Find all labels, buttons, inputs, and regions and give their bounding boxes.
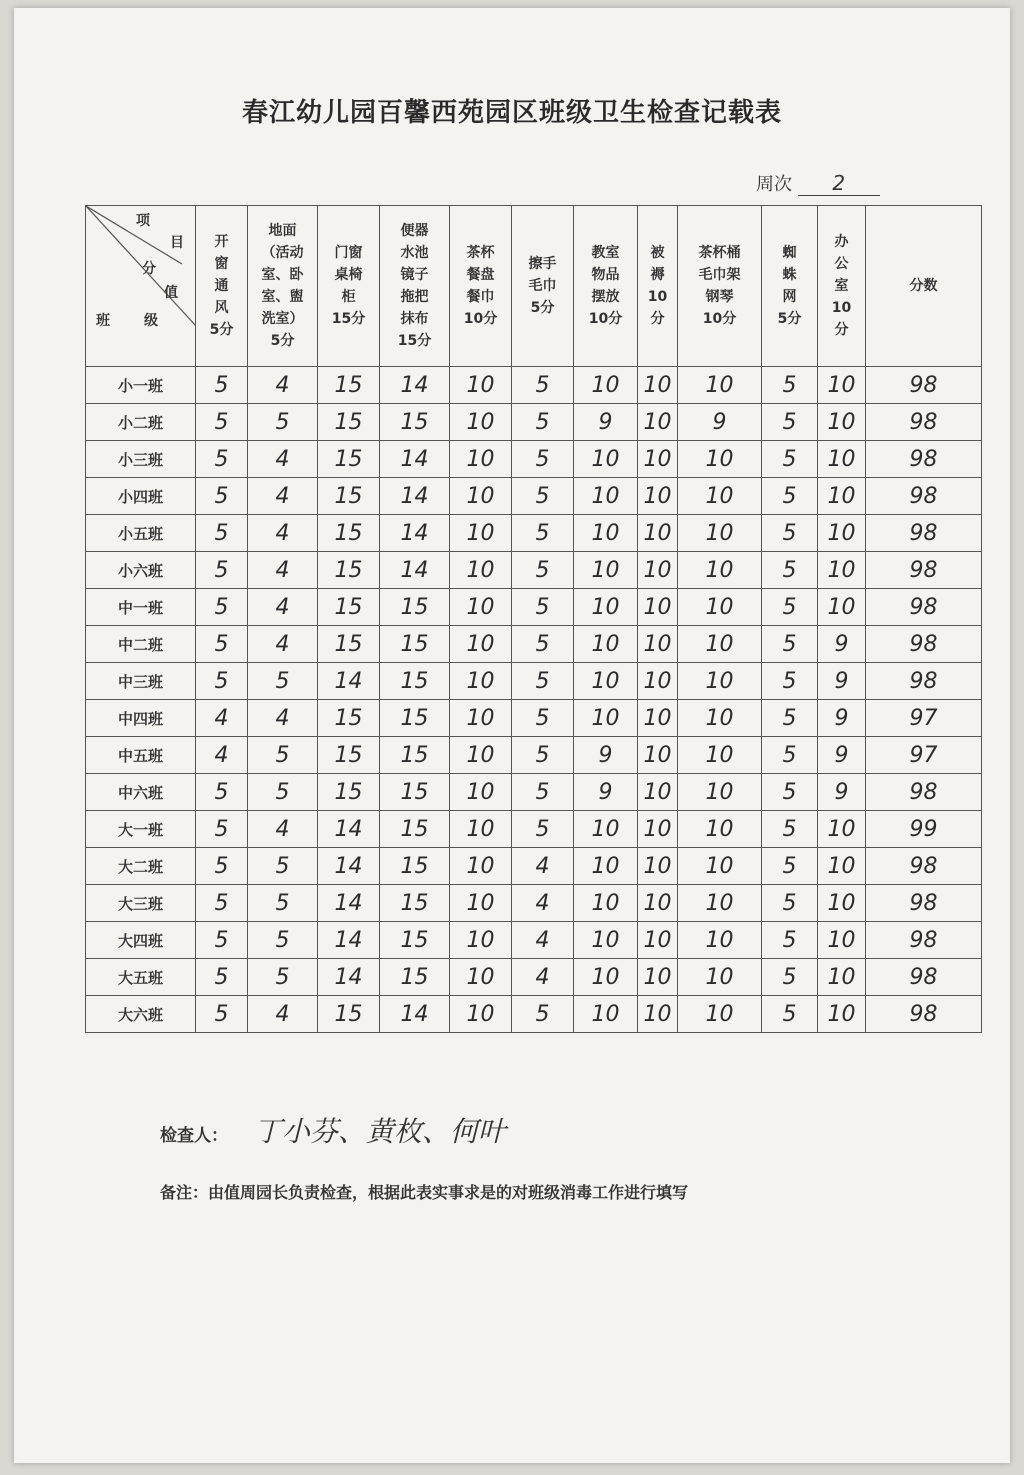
score-cell: 14: [318, 663, 380, 700]
score-cell: 9: [818, 626, 866, 663]
column-header: 开 窗 通 风 5分: [196, 206, 248, 367]
score-cell: 10: [574, 922, 638, 959]
score-cell: 10: [638, 478, 678, 515]
total-score-cell: 98: [866, 959, 982, 996]
table-row: [86, 515, 982, 552]
page-title: 春江幼儿园百馨西苑园区班级卫生检查记载表: [241, 98, 782, 128]
score-cell: 10: [574, 885, 638, 922]
score-cell: 15: [380, 404, 450, 441]
score-cell: 10: [678, 478, 762, 515]
score-cell: 5: [196, 515, 248, 552]
class-name-cell: 中四班: [86, 700, 196, 737]
total-score-cell: 98: [866, 663, 982, 700]
score-cell: 10: [818, 885, 866, 922]
score-cell: 10: [638, 848, 678, 885]
score-cell: 15: [380, 848, 450, 885]
score-cell: 10: [818, 441, 866, 478]
score-cell: 9: [574, 737, 638, 774]
score-cell: 9: [818, 663, 866, 700]
class-name-cell: 大二班: [86, 848, 196, 885]
table-row: [86, 367, 982, 404]
score-cell: 4: [248, 811, 318, 848]
score-cell: 5: [196, 663, 248, 700]
score-cell: 5: [248, 663, 318, 700]
column-header: 茶杯桶 毛巾架 钢琴 10分: [678, 206, 762, 367]
table-row: [86, 922, 982, 959]
score-cell: 10: [638, 441, 678, 478]
score-cell: 15: [380, 737, 450, 774]
score-cell: 10: [678, 774, 762, 811]
score-cell: 5: [512, 663, 574, 700]
score-cell: 5: [196, 589, 248, 626]
score-cell: 10: [818, 848, 866, 885]
score-cell: 10: [450, 737, 512, 774]
score-cell: 10: [574, 515, 638, 552]
total-score-cell: 98: [866, 848, 982, 885]
score-cell: 14: [380, 552, 450, 589]
score-cell: 10: [638, 552, 678, 589]
score-cell: 5: [512, 552, 574, 589]
table-row: [86, 404, 982, 441]
column-header: 分数: [866, 206, 982, 367]
score-cell: 10: [574, 626, 638, 663]
table-row: [86, 700, 982, 737]
score-cell: 5: [196, 404, 248, 441]
score-cell: 5: [196, 922, 248, 959]
score-cell: 15: [318, 737, 380, 774]
class-name-cell: 小一班: [86, 367, 196, 404]
score-cell: 5: [196, 626, 248, 663]
score-cell: 9: [574, 774, 638, 811]
score-cell: 5: [196, 959, 248, 996]
inspector-line: [160, 1110, 506, 1150]
score-cell: 14: [380, 515, 450, 552]
score-cell: 5: [762, 700, 818, 737]
class-name-cell: 小三班: [86, 441, 196, 478]
score-cell: 15: [380, 774, 450, 811]
class-name-cell: 小六班: [86, 552, 196, 589]
corner-class-1: 班: [96, 313, 110, 329]
score-cell: 10: [818, 404, 866, 441]
score-cell: 10: [638, 663, 678, 700]
table-row: [86, 478, 982, 515]
score-cell: 10: [678, 626, 762, 663]
score-cell: 5: [196, 996, 248, 1033]
score-cell: 10: [818, 811, 866, 848]
score-cell: 15: [318, 774, 380, 811]
score-cell: 10: [638, 922, 678, 959]
score-cell: 10: [818, 589, 866, 626]
score-cell: 15: [318, 441, 380, 478]
score-cell: 10: [678, 663, 762, 700]
column-header: 便器 水池 镜子 拖把 抹布 15分: [380, 206, 450, 367]
score-cell: 4: [196, 737, 248, 774]
class-name-cell: 小四班: [86, 478, 196, 515]
score-cell: 10: [450, 922, 512, 959]
score-cell: 14: [380, 478, 450, 515]
column-header: 被 褥 10 分: [638, 206, 678, 367]
score-cell: 5: [248, 885, 318, 922]
score-cell: 5: [196, 848, 248, 885]
total-score-cell: 97: [866, 737, 982, 774]
score-cell: 4: [248, 996, 318, 1033]
inspector-label: 检查人：: [160, 1126, 228, 1146]
score-cell: 5: [512, 996, 574, 1033]
score-cell: 5: [512, 774, 574, 811]
total-score-cell: 98: [866, 885, 982, 922]
class-name-cell: 大四班: [86, 922, 196, 959]
score-cell: 10: [818, 922, 866, 959]
score-cell: 9: [678, 404, 762, 441]
score-cell: 10: [818, 515, 866, 552]
class-name-cell: 中一班: [86, 589, 196, 626]
score-cell: 5: [512, 478, 574, 515]
score-cell: 15: [318, 589, 380, 626]
score-cell: 9: [818, 737, 866, 774]
score-cell: 9: [574, 404, 638, 441]
score-cell: 5: [196, 885, 248, 922]
total-score-cell: 98: [866, 478, 982, 515]
table-row: [86, 811, 982, 848]
score-cell: 5: [512, 737, 574, 774]
score-cell: 10: [450, 885, 512, 922]
score-cell: 5: [762, 478, 818, 515]
score-cell: 4: [196, 700, 248, 737]
score-cell: 10: [450, 552, 512, 589]
score-cell: 10: [638, 700, 678, 737]
score-cell: 10: [574, 996, 638, 1033]
score-cell: 10: [638, 959, 678, 996]
score-cell: 5: [196, 774, 248, 811]
score-cell: 4: [248, 700, 318, 737]
score-cell: 5: [762, 848, 818, 885]
score-cell: 10: [450, 441, 512, 478]
score-cell: 10: [450, 996, 512, 1033]
score-cell: 5: [248, 848, 318, 885]
total-score-cell: 97: [866, 700, 982, 737]
score-cell: 10: [638, 996, 678, 1033]
class-name-cell: 中六班: [86, 774, 196, 811]
score-cell: 5: [512, 700, 574, 737]
table-row: [86, 774, 982, 811]
score-cell: 10: [574, 700, 638, 737]
week-field: [756, 170, 880, 196]
score-cell: 5: [248, 404, 318, 441]
score-cell: 5: [512, 811, 574, 848]
score-cell: 5: [196, 811, 248, 848]
score-cell: 5: [762, 552, 818, 589]
score-cell: 5: [196, 367, 248, 404]
total-score-cell: 98: [866, 589, 982, 626]
column-header: 蜘 蛛 网 5分: [762, 206, 818, 367]
score-cell: 10: [678, 922, 762, 959]
score-cell: 5: [248, 774, 318, 811]
score-cell: 15: [318, 996, 380, 1033]
score-cell: 5: [248, 922, 318, 959]
score-cell: 10: [638, 811, 678, 848]
score-cell: 5: [762, 996, 818, 1033]
table-row: [86, 959, 982, 996]
score-cell: 5: [196, 441, 248, 478]
score-cell: 5: [762, 367, 818, 404]
score-cell: 4: [512, 922, 574, 959]
score-cell: 15: [318, 478, 380, 515]
score-cell: 10: [574, 552, 638, 589]
score-cell: 4: [512, 848, 574, 885]
corner-item-1: 项: [136, 213, 150, 229]
score-cell: 5: [762, 885, 818, 922]
score-cell: 14: [380, 996, 450, 1033]
score-cell: 10: [678, 959, 762, 996]
table-row: [86, 552, 982, 589]
score-cell: 10: [678, 552, 762, 589]
table-row: [86, 663, 982, 700]
total-score-cell: 98: [866, 996, 982, 1033]
score-cell: 14: [318, 885, 380, 922]
total-score-cell: 98: [866, 774, 982, 811]
score-cell: 5: [762, 774, 818, 811]
score-cell: 5: [512, 441, 574, 478]
score-cell: 10: [678, 848, 762, 885]
score-cell: 15: [380, 700, 450, 737]
table-row: [86, 589, 982, 626]
score-cell: 5: [512, 626, 574, 663]
score-cell: 15: [318, 700, 380, 737]
score-cell: 10: [638, 404, 678, 441]
score-cell: 10: [574, 478, 638, 515]
score-cell: 14: [318, 959, 380, 996]
inspector-signatures: 丁小芬、黄枚、何叶: [253, 1115, 506, 1148]
score-cell: 10: [678, 811, 762, 848]
score-cell: 15: [380, 885, 450, 922]
score-cell: 10: [678, 996, 762, 1033]
score-cell: 10: [678, 700, 762, 737]
class-name-cell: 大五班: [86, 959, 196, 996]
total-score-cell: 99: [866, 811, 982, 848]
score-cell: 14: [318, 848, 380, 885]
table-row: [86, 626, 982, 663]
column-header: 茶杯 餐盘 餐巾 10分: [450, 206, 512, 367]
corner-class-2: 级: [144, 313, 158, 329]
score-cell: 4: [512, 885, 574, 922]
score-cell: 10: [450, 367, 512, 404]
corner-score-1: 分: [142, 261, 156, 277]
score-cell: 5: [248, 959, 318, 996]
score-cell: 10: [638, 885, 678, 922]
score-cell: 10: [450, 959, 512, 996]
score-cell: 10: [638, 774, 678, 811]
score-cell: 14: [318, 811, 380, 848]
score-cell: 4: [248, 367, 318, 404]
class-name-cell: 中二班: [86, 626, 196, 663]
week-label: 周次: [756, 174, 792, 195]
column-header: 擦手 毛巾 5分: [512, 206, 574, 367]
score-cell: 5: [762, 737, 818, 774]
score-cell: 9: [818, 700, 866, 737]
score-cell: 4: [248, 552, 318, 589]
score-cell: 15: [380, 959, 450, 996]
column-header: 教室 物品 摆放 10分: [574, 206, 638, 367]
note-line: 备注：由值周园长负责检查，根据此表实事求是的对班级消毒工作进行填写: [160, 1183, 689, 1202]
score-cell: 10: [678, 885, 762, 922]
score-cell: 10: [638, 589, 678, 626]
score-cell: 5: [512, 515, 574, 552]
score-cell: 4: [248, 515, 318, 552]
score-cell: 14: [380, 441, 450, 478]
score-cell: 10: [818, 996, 866, 1033]
corner-item-2: 目: [170, 235, 184, 251]
score-cell: 10: [450, 589, 512, 626]
score-cell: 14: [380, 367, 450, 404]
table-row: [86, 441, 982, 478]
table-body: [86, 367, 982, 1033]
score-cell: 10: [678, 737, 762, 774]
score-cell: 10: [450, 700, 512, 737]
score-cell: 4: [248, 626, 318, 663]
score-cell: 10: [450, 626, 512, 663]
score-cell: 5: [762, 515, 818, 552]
score-cell: 10: [818, 478, 866, 515]
score-cell: 5: [762, 663, 818, 700]
column-header: 办 公 室 10 分: [818, 206, 866, 367]
score-cell: 5: [196, 552, 248, 589]
score-cell: 10: [450, 848, 512, 885]
corner-score-2: 值: [164, 285, 178, 301]
score-cell: 10: [638, 737, 678, 774]
score-cell: 5: [512, 367, 574, 404]
table-row: [86, 737, 982, 774]
score-cell: 10: [574, 441, 638, 478]
score-cell: 5: [512, 589, 574, 626]
score-cell: 5: [762, 626, 818, 663]
score-cell: 10: [450, 478, 512, 515]
corner-cell: [86, 206, 196, 367]
column-header: 地面 （活动 室、卧 室、盥 洗室） 5分: [248, 206, 318, 367]
score-cell: 10: [574, 811, 638, 848]
score-cell: 10: [574, 589, 638, 626]
score-cell: 10: [574, 663, 638, 700]
score-cell: 10: [818, 959, 866, 996]
score-cell: 9: [818, 774, 866, 811]
score-cell: 4: [248, 478, 318, 515]
score-cell: 15: [380, 811, 450, 848]
score-cell: 10: [450, 811, 512, 848]
score-cell: 10: [574, 959, 638, 996]
score-cell: 10: [678, 589, 762, 626]
score-cell: 4: [512, 959, 574, 996]
score-cell: 10: [678, 441, 762, 478]
score-cell: 4: [248, 441, 318, 478]
score-cell: 5: [248, 737, 318, 774]
score-cell: 5: [512, 404, 574, 441]
score-cell: 15: [318, 367, 380, 404]
table-row: [86, 996, 982, 1033]
score-cell: 5: [762, 441, 818, 478]
total-score-cell: 98: [866, 515, 982, 552]
score-cell: 15: [380, 626, 450, 663]
class-name-cell: 中五班: [86, 737, 196, 774]
week-value: 2: [798, 171, 880, 196]
score-cell: 10: [638, 626, 678, 663]
score-cell: 5: [196, 478, 248, 515]
score-cell: 15: [318, 552, 380, 589]
class-name-cell: 大一班: [86, 811, 196, 848]
score-cell: 5: [762, 922, 818, 959]
total-score-cell: 98: [866, 404, 982, 441]
score-cell: 15: [318, 515, 380, 552]
score-cell: 10: [638, 515, 678, 552]
header-row: [86, 206, 982, 367]
score-cell: 5: [762, 811, 818, 848]
score-cell: 10: [574, 367, 638, 404]
score-cell: 5: [762, 959, 818, 996]
total-score-cell: 98: [866, 367, 982, 404]
total-score-cell: 98: [866, 552, 982, 589]
score-cell: 10: [638, 367, 678, 404]
score-cell: 14: [318, 922, 380, 959]
class-name-cell: 小五班: [86, 515, 196, 552]
class-name-cell: 中三班: [86, 663, 196, 700]
score-cell: 5: [762, 589, 818, 626]
total-score-cell: 98: [866, 626, 982, 663]
score-cell: 10: [678, 515, 762, 552]
score-cell: 10: [450, 663, 512, 700]
class-name-cell: 小二班: [86, 404, 196, 441]
score-cell: 15: [380, 922, 450, 959]
table-row: [86, 885, 982, 922]
score-cell: 15: [380, 589, 450, 626]
table-row: [86, 848, 982, 885]
score-cell: 5: [762, 404, 818, 441]
score-cell: 15: [380, 663, 450, 700]
score-cell: 10: [574, 848, 638, 885]
score-cell: 10: [818, 552, 866, 589]
total-score-cell: 98: [866, 441, 982, 478]
class-name-cell: 大六班: [86, 996, 196, 1033]
score-cell: 10: [450, 774, 512, 811]
class-name-cell: 大三班: [86, 885, 196, 922]
score-cell: 10: [818, 367, 866, 404]
total-score-cell: 98: [866, 922, 982, 959]
score-cell: 4: [248, 589, 318, 626]
inspection-table: [85, 205, 982, 1033]
score-cell: 15: [318, 404, 380, 441]
score-cell: 10: [678, 367, 762, 404]
score-cell: 15: [318, 626, 380, 663]
score-cell: 10: [450, 515, 512, 552]
column-header: 门窗 桌椅 柜 15分: [318, 206, 380, 367]
score-cell: 10: [450, 404, 512, 441]
